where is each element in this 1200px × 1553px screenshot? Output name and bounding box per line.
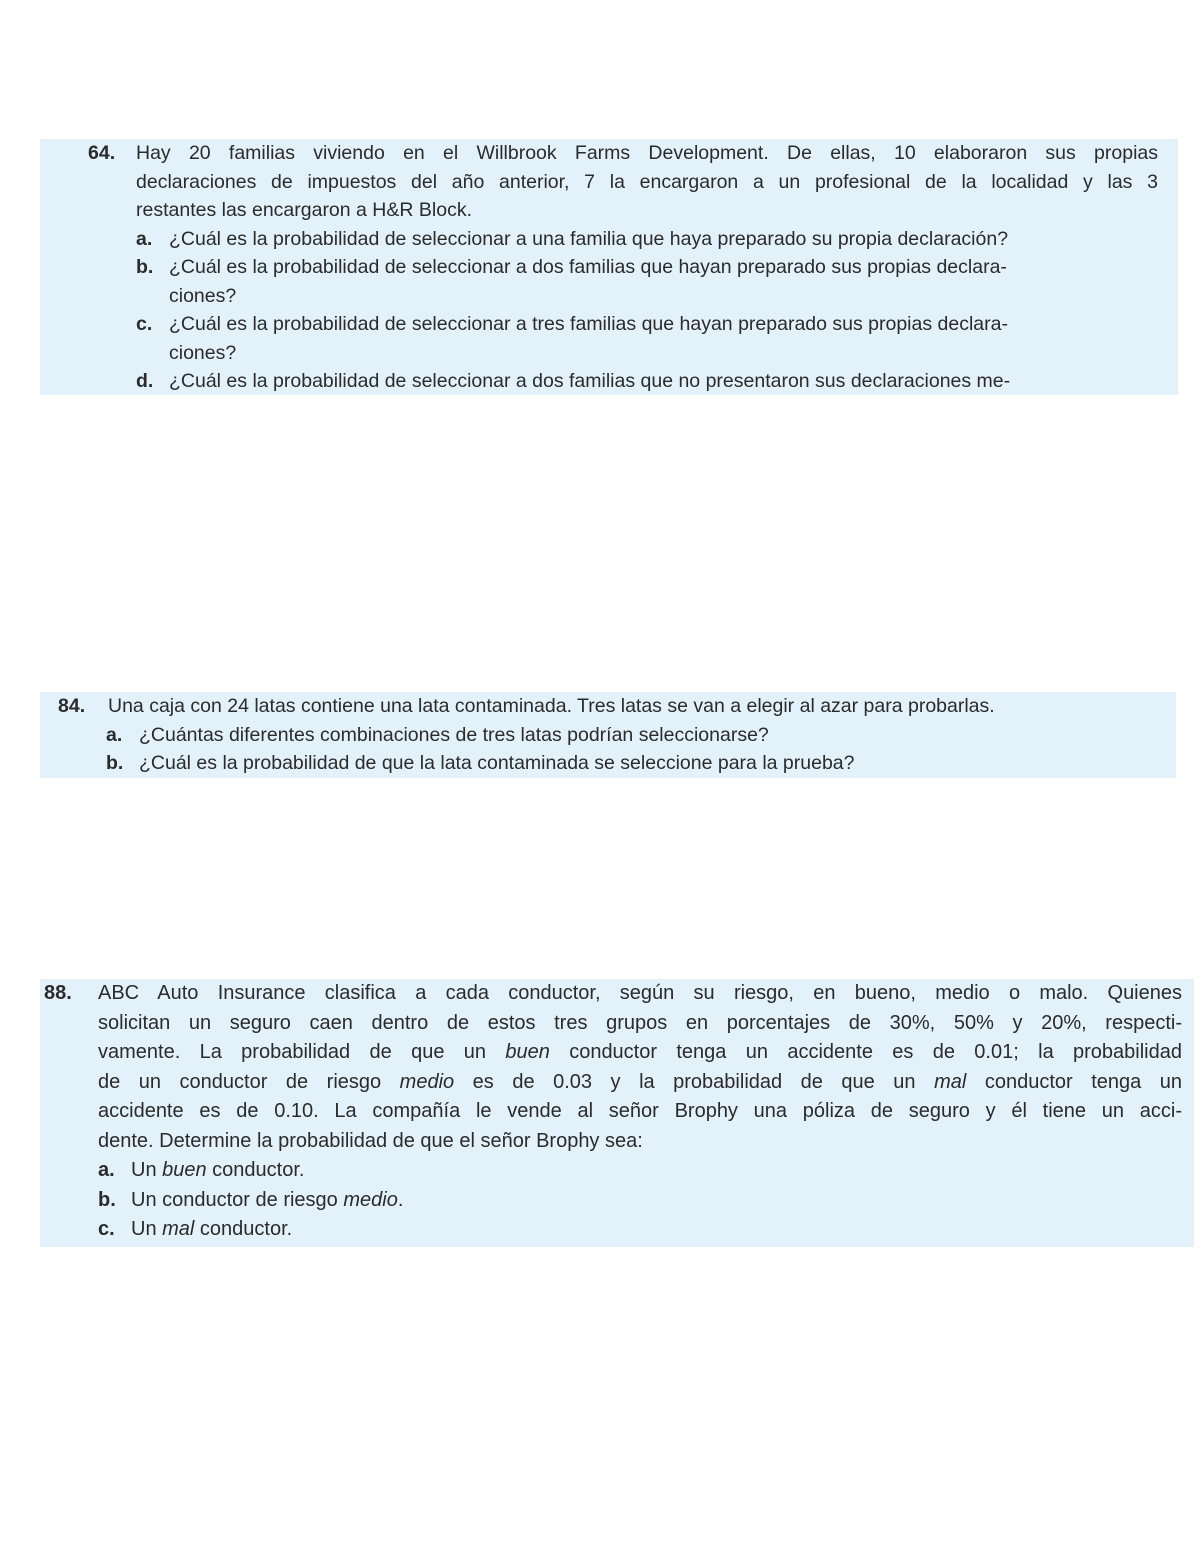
item-b — [106, 749, 1176, 778]
text-run: es de 0.03 y la probabilidad de que un — [454, 1070, 935, 1093]
problem-text-line — [98, 1068, 1182, 1098]
problem-text-line — [98, 1038, 1182, 1068]
item-letter: a. — [98, 1159, 115, 1181]
text-run: conductor. — [194, 1218, 293, 1240]
text-run-italic: mal — [162, 1218, 195, 1240]
item-letter: b. — [106, 752, 124, 774]
item-a — [136, 225, 1158, 254]
item-text: ¿Cuál es la probabilidad de que la lata contaminada se seleccione para la prueba? — [139, 752, 855, 774]
item-text: ¿Cuál es la probabilidad de seleccionar a una familia que haya preparado su propia declaración? — [169, 227, 1009, 250]
problem-text-line: solicitan un seguro caen dentro de estos tres grupos en porcentajes de 30%, 50% y 20%, respecti- — [98, 1011, 1182, 1034]
problem-number: 84. — [58, 695, 86, 717]
text-run: Un — [131, 1159, 163, 1181]
item-text-continuation: ciones? — [169, 341, 237, 364]
item-letter: a. — [136, 227, 153, 250]
item-c — [98, 1215, 1194, 1245]
item-text: ¿Cuántas diferentes combinaciones de tres latas podrían seleccionarse? — [139, 723, 769, 746]
item-text: ¿Cuál es la probabilidad de seleccionar a dos familias que no presentaron sus declaraciones me- — [169, 370, 1011, 392]
text-run-italic: buen — [162, 1159, 207, 1181]
text-run-italic: mal — [934, 1070, 967, 1093]
problem-text-line: restantes las encargaron a H&R Block. — [136, 199, 472, 221]
item-letter: c. — [98, 1218, 115, 1240]
item-d — [136, 367, 1158, 395]
problem-text-line: Una caja con 24 latas contiene una lata contaminada. Tres latas se van a elegir al azar para probarlas. — [108, 695, 995, 717]
item-letter: b. — [98, 1188, 116, 1211]
text-run: Un conductor de riesgo — [131, 1188, 344, 1211]
problem-text-line: declaraciones de impuestos del año anterior, 7 la encargaron a un profesional de la localidad y las 3 — [136, 170, 1158, 193]
item-text: ¿Cuál es la probabilidad de seleccionar a dos familias que hayan preparado sus propias declara- — [169, 256, 1007, 278]
text-run-italic: buen — [505, 1041, 550, 1063]
item-letter: c. — [136, 313, 153, 335]
item-text-continuation: ciones? — [169, 284, 237, 307]
item-text: ¿Cuál es la probabilidad de seleccionar a tres familias que hayan preparado sus propias declara- — [169, 313, 1008, 335]
item-letter: b. — [136, 256, 154, 278]
text-run-italic: medio — [399, 1070, 455, 1093]
text-run: conductor. — [206, 1159, 305, 1181]
item-a — [106, 721, 1176, 750]
item-a — [98, 1156, 1194, 1186]
item-c — [136, 310, 1158, 339]
problem-number: 64. — [88, 142, 116, 164]
text-run: conductor tenga un — [966, 1070, 1183, 1093]
item-b — [136, 253, 1158, 282]
problem-text-line: Hay 20 familias viviendo en el Willbrook Farms Development. De ellas, 10 elaboraron sus propias — [136, 142, 1158, 164]
problem-text-line: accidente es de 0.10. La compañía le vende al señor Brophy una póliza de seguro y él tiene un acci- — [98, 1100, 1182, 1122]
item-letter: d. — [136, 370, 154, 392]
problem-text-line: dente. Determine la probabilidad de que el señor Brophy sea: — [98, 1129, 643, 1152]
problem-number: 88. — [44, 982, 72, 1004]
text-run: Un — [131, 1218, 163, 1240]
text-run: de un conductor de riesgo — [98, 1070, 400, 1093]
problem-64 — [40, 139, 1178, 395]
problem-text-line: ABC Auto Insurance clasifica a cada conductor, según su riesgo, en bueno, medio o malo. Quienes — [98, 982, 1182, 1004]
text-run-italic: medio — [343, 1188, 398, 1211]
item-b — [98, 1186, 1194, 1216]
problem-84 — [40, 692, 1176, 778]
text-run: conductor tenga un accidente es de 0.01; la probabilidad — [549, 1041, 1182, 1063]
item-letter: a. — [106, 723, 123, 746]
problem-88 — [40, 979, 1194, 1247]
text-run: . — [397, 1188, 404, 1211]
text-run: vamente. La probabilidad de que un — [98, 1041, 506, 1063]
